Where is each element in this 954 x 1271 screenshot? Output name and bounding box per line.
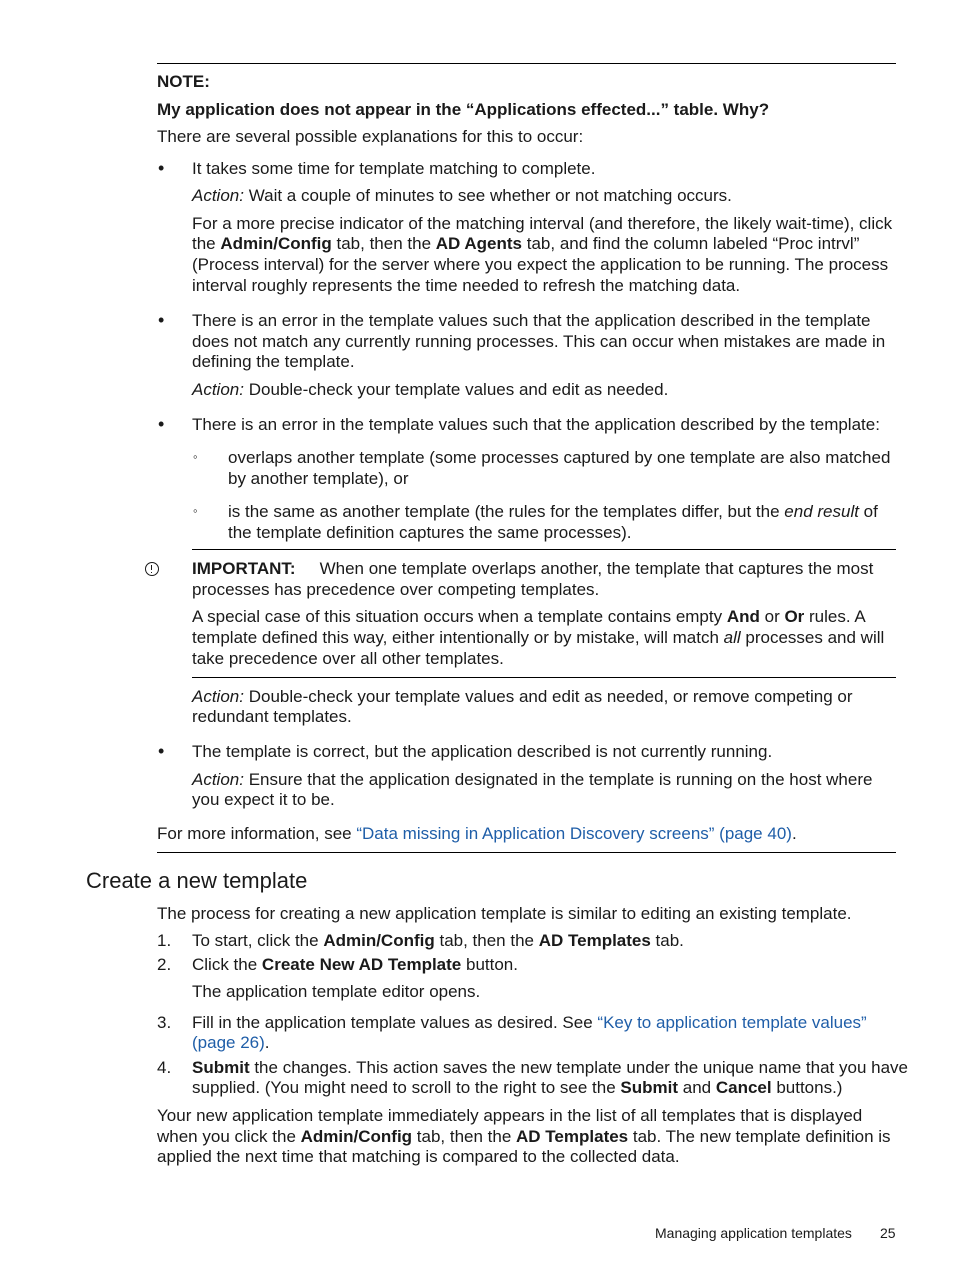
footer-page-number: 25 (880, 1225, 896, 1241)
step-number: 1. (157, 931, 172, 950)
data-missing-link[interactable]: “Data missing in Application Discovery screens” (page 40) (356, 824, 792, 843)
bullet1-action (192, 185, 732, 206)
bullet1-text: It takes some time for template matching to complete. (192, 159, 596, 178)
action-label: Action: (192, 380, 244, 399)
sub1-line: by another template), or (228, 469, 409, 488)
sub-bullet-icon: ◦ (193, 449, 198, 464)
bullet1-para-line: (Process interval) for the server where you expect the application to be running. The process (192, 255, 889, 274)
action-label: Action: (192, 186, 244, 205)
section-intro: The process for creating a new application template is similar to editing an existing template. (157, 904, 852, 923)
sub-bullet-icon: ◦ (193, 503, 198, 518)
sub2-line: the template definition captures the same processes). (228, 523, 632, 542)
ad-agents-ref: AD Agents (435, 234, 523, 253)
action-label: Action: (192, 770, 244, 789)
outro-line: when you click the Admin/Config tab, then the AD Templates tab. The new template definition is (157, 1127, 891, 1146)
note-intro: There are several possible explanations for this to occur: (157, 127, 584, 146)
important-para-line: A special case of this situation occurs when a template contains empty And or Or rules. A (192, 607, 866, 626)
create-new-ad-template-ref: Create New AD Template (261, 955, 462, 974)
bullet-icon: • (158, 741, 165, 761)
bullet2-line: defining the template. (192, 352, 355, 371)
step4-text: supplied. (You might need to scroll to the right to see the Submit and Cancel buttons.) (192, 1078, 843, 1097)
action-text: Wait a couple of minutes to see whether or not matching occurs. (243, 186, 732, 205)
step-number: 3. (157, 1013, 172, 1032)
note-label: NOTE: (157, 72, 210, 91)
important-icon (145, 562, 159, 576)
bullet-icon: • (158, 158, 165, 178)
admin-config-ref: Admin/Config (300, 1127, 413, 1146)
footer-section-name: Managing application templates (655, 1225, 852, 1241)
outro-line: applied the next time that matching is compared to the collected data. (157, 1147, 680, 1166)
bullet2-action: Action: Double-check your template values and edit as needed. (192, 380, 669, 399)
admin-config-ref: Admin/Config (323, 931, 435, 950)
step3-text: (page 26). (192, 1033, 270, 1052)
more-info: For more information, see “Data missing in Application Discovery screens” (page 40). (157, 824, 797, 843)
sub2-line: is the same as another template (the rules for the templates differ, but the end result of (228, 502, 878, 521)
bullet4-text: The template is correct, but the application described is not currently running. (192, 742, 773, 761)
important-line: IMPORTANT: When one template overlaps another, the template that captures the most (192, 559, 874, 578)
or-ref: Or (784, 607, 805, 626)
step4-text: Submit the changes. This action saves the new template under the unique name that you have (192, 1058, 909, 1077)
bullet2-line: does not match any currently running processes. This can occur when mistakes are made in (192, 332, 886, 351)
important-para-line: template defined this way, either intentionally or by mistake, will match all processes and will (192, 628, 885, 647)
bullet1-para-line: For a more precise indicator of the matching interval (and therefore, the likely wait-time), click (192, 214, 893, 233)
key-to-values-link[interactable]: “Key to application template values” (597, 1013, 867, 1032)
bullet4-action: you expect it to be. (192, 790, 335, 809)
important-top-rule (192, 549, 896, 550)
cancel-ref: Cancel (715, 1078, 772, 1097)
bullet-icon: • (158, 414, 165, 434)
step1-text: To start, click the Admin/Config tab, then the AD Templates tab. (192, 931, 684, 950)
step2-result: The application template editor opens. (192, 982, 481, 1001)
key-to-values-page-link[interactable]: (page 26) (192, 1033, 265, 1052)
note-question: My application does not appear in the “Applications effected...” table. Why? (157, 100, 770, 119)
step-number: 4. (157, 1058, 172, 1077)
important-para-line: take precedence over all other templates. (192, 649, 504, 668)
ad-templates-ref: AD Templates (538, 931, 651, 950)
ad-templates-ref: AD Templates (516, 1127, 629, 1146)
admin-config-ref: Admin/Config (220, 234, 332, 253)
bullet1-para-line: the Admin/Config tab, then the AD Agents tab, and find the column labeled “Proc intrvl” (192, 234, 860, 253)
section-title: Create a new template (86, 868, 308, 893)
important-label: IMPORTANT: (192, 559, 296, 578)
all-emphasis: all (723, 628, 741, 647)
submit-ref: Submit (620, 1078, 679, 1097)
outro-line: Your new application template immediately appears in the list of all templates that is displayed (157, 1106, 863, 1125)
action3-line: redundant templates. (192, 707, 352, 726)
note-bottom-rule (157, 852, 896, 853)
bullet1-para-line: interval roughly represents the time needed to refresh the matching data. (192, 276, 741, 295)
end-result-emphasis: end result (784, 502, 859, 521)
step2-text: Click the Create New AD Template button. (192, 955, 518, 974)
action3-line: Action: Double-check your template values and edit as needed, or remove competing or (192, 687, 853, 706)
bullet3-text: There is an error in the template values such that the application described by the template: (192, 415, 880, 434)
and-ref: And (726, 607, 760, 626)
step-number: 2. (157, 955, 172, 974)
important-bottom-rule (192, 677, 896, 678)
step3-text: Fill in the application template values as desired. See “Key to application template values” (192, 1013, 867, 1032)
submit-ref: Submit (192, 1058, 250, 1077)
important-line: processes has precedence over competing templates. (192, 580, 600, 599)
bullet-icon: • (158, 310, 165, 330)
bullet2-line: There is an error in the template values such that the application described in the template (192, 311, 871, 330)
bullet4-action: Action: Ensure that the application designated in the template is running on the host where (192, 770, 873, 789)
sub1-line: overlaps another template (some processes captured by one template are also matched (228, 448, 891, 467)
action-label: Action: (192, 687, 244, 706)
note-top-rule (157, 63, 896, 64)
